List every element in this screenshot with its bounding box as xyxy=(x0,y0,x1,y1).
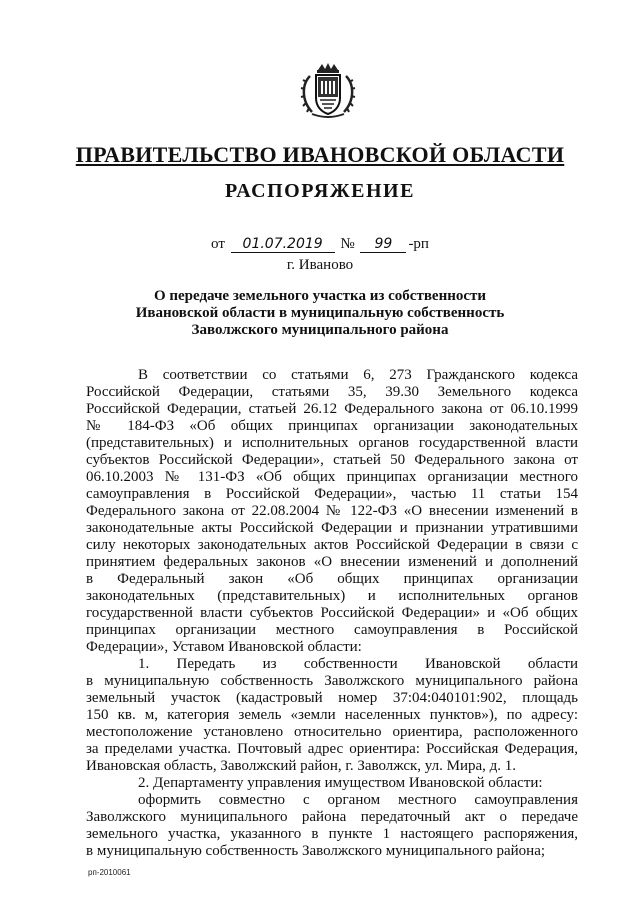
body-line: Федерации», Уставом Ивановской области: xyxy=(86,639,362,655)
body-line: Федерального закона от 22.08.2004 № 122-ФЗ «О внесении изменений в xyxy=(86,503,578,519)
subject-line: О передаче земельного участка из собственности xyxy=(153,288,487,304)
body-line: земельного участка, указанного в пункте 1 настоящего распоряжения, xyxy=(86,826,578,842)
body-line: В соответствии со статьями 6, 273 Гражданского кодекса xyxy=(138,367,578,383)
subject-line: Ивановской области в муниципальную собственность xyxy=(135,305,505,321)
body-line: законодательных (представительных) и исполнительных органов xyxy=(86,588,578,604)
body-line: (представительных) и исполнительных органов государственной власти xyxy=(86,435,578,451)
coat-of-arms-icon xyxy=(296,62,360,120)
body-line: 06.10.2003 № 131-ФЗ «Об общих принципах организации местного xyxy=(86,469,578,485)
organization-title: ПРАВИТЕЛЬСТВО ИВАНОВСКОЙ ОБЛАСТИ xyxy=(75,142,565,167)
number-suffix: -рп xyxy=(408,236,429,252)
body-line: государственной власти субъектов Российской Федерации» и «Об общих xyxy=(86,605,578,621)
body-line: принятием федеральных законов «О внесении изменений и дополнений xyxy=(86,554,578,570)
body-line: в Федеральный закон «Об общих принципах организации xyxy=(86,571,578,587)
body-line: 150 кв. м, категория земель «земли населенных пунктов»), по адресу: xyxy=(86,707,578,723)
body-line: самоуправления в Российской Федерации», частью 11 статьи 154 xyxy=(86,486,578,502)
body-line: 1. Передать из собственности Ивановской области xyxy=(138,656,578,672)
body-line: в муниципальную собственность Заволжского муниципального района; xyxy=(86,843,546,859)
body-line: Ивановская область, Заволжский район, г. Заволжск, ул. Мира, д. 1. xyxy=(86,758,517,774)
document-body xyxy=(86,367,578,860)
number-sign: № xyxy=(340,236,355,252)
body-line: земельный участок (кадастровый номер 37:04:040101:902, площадь xyxy=(86,690,578,706)
handwritten-number: 99 xyxy=(360,236,406,253)
document-type-title: РАСПОРЯЖЕНИЕ xyxy=(225,180,415,202)
body-line: Заволжского муниципального района передаточный акт о передаче xyxy=(86,809,578,825)
body-line: принципах организации местного самоуправления в Российской xyxy=(86,622,578,638)
body-line: в муниципальную собственность Заволжского муниципального района xyxy=(86,673,578,689)
handwritten-date: 01.07.2019 xyxy=(231,236,335,253)
city-line: г. Иваново xyxy=(286,257,354,273)
form-code: рп-2010061 xyxy=(88,868,131,877)
document-subject xyxy=(120,288,520,339)
date-number-line xyxy=(0,236,640,253)
body-line: законодательные акты Российской Федерации и признании утратившими xyxy=(86,520,578,536)
subject-line: Заволжского муниципального района xyxy=(191,322,449,338)
body-line: № 184-ФЗ «Об общих принципах организации законодательных xyxy=(86,418,578,434)
body-line: Российской Федерации, статьей 26.12 Федерального закона от 06.10.1999 xyxy=(86,401,578,417)
body-line: Российской Федерации, статьями 35, 39.30 Земельного кодекса xyxy=(86,384,578,400)
body-line: за пределами участка. Почтовый адрес ориентира: Российская Федерация, xyxy=(86,741,578,757)
date-prefix: от xyxy=(211,236,225,252)
body-line: оформить совместно с органом местного самоуправления xyxy=(138,792,578,808)
body-line: силу некоторых законодательных актов Российской Федерации в связи с xyxy=(86,537,578,553)
body-line: субъектов Российской Федерации», статьей 50 Федерального закона от xyxy=(86,452,578,468)
body-line: 2. Департаменту управления имуществом Ивановской области: xyxy=(138,775,543,791)
body-line: местоположение установлено относительно ориентира, расположенного xyxy=(86,724,578,740)
